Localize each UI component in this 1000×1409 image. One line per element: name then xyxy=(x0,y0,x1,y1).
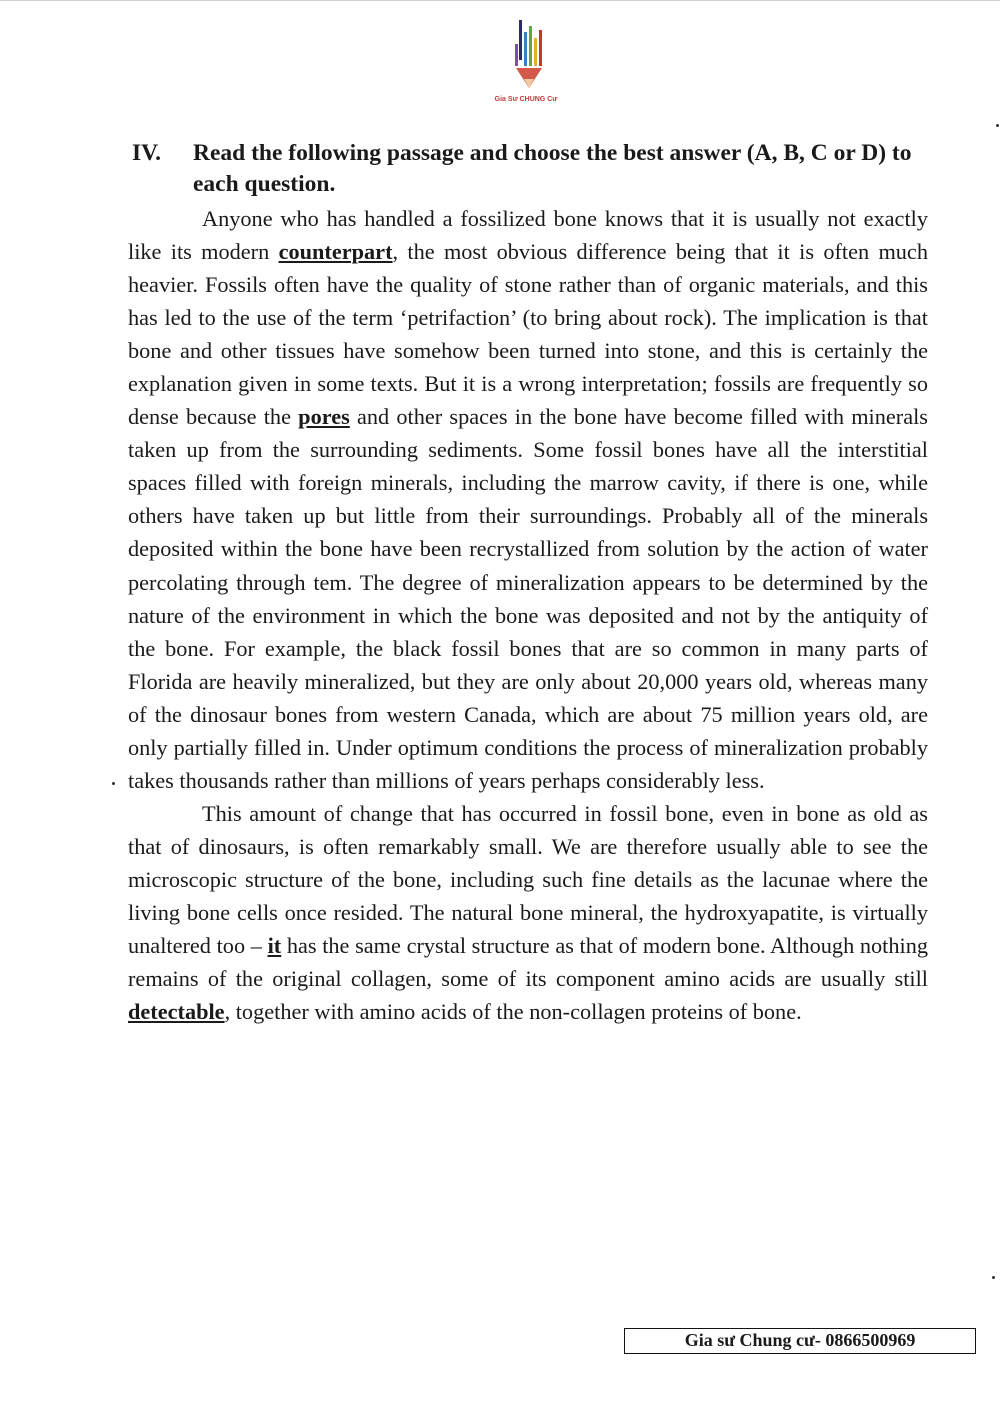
p1-text-b: , the most obvious difference being that it is often much heavier. Fossils often have the quality of stone rather than of organic materials, and this has led to the use of the term ‘petrifaction’ (to bring about rock). The implication is that bone and other tissues have somehow been turned into stone, and this is certainly the explanation given in some texts. But it is a wrong interpretation; fossils are frequently so dense because the xyxy=(128,239,928,430)
section-instruction: Read the following passage and choose the best answer (A, B, C or D) to each question. xyxy=(193,140,912,197)
reading-passage xyxy=(128,202,928,1028)
scan-speck xyxy=(112,782,115,785)
passage-paragraph-1 xyxy=(128,202,928,797)
keyword-detectable: detectable xyxy=(128,999,225,1025)
p2-text-c: , together with amino acids of the non-collagen proteins of bone. xyxy=(224,999,802,1025)
page-top-border xyxy=(0,0,1000,1)
pencil-bars-logo-icon xyxy=(490,16,570,108)
keyword-counterpart: counterpart xyxy=(278,239,393,265)
keyword-pores: pores xyxy=(298,404,350,430)
p2-text-a: This amount of change that has occurred in fossil bone, even in bone as old as that of dinosaurs, is often remarkably small. We are therefore usually able to see the microscopic structure of the bone, including such fine details as the lacunae where the living bone cells once resided. The natural bone mineral, the hydroxyapatite, is virtually unaltered too – xyxy=(128,800,928,959)
passage-paragraph-2 xyxy=(128,797,928,1028)
scan-speck xyxy=(992,1276,995,1279)
p1-text-a: Anyone who has handled a fossilized bone knows that it is usually not exactly like its modern xyxy=(128,206,928,265)
keyword-it: it xyxy=(267,933,282,959)
logo-caption: Gia Sư CHUNG Cư xyxy=(494,96,558,103)
footer-contact: Gia sư Chung cư- 0866500969 xyxy=(624,1328,976,1354)
scan-speck xyxy=(996,124,999,127)
p2-text-b: has the same crystal structure as that of modern bone. Although nothing remains of the original collagen, some of its component amino acids are usually still xyxy=(128,933,928,992)
section-number: IV. xyxy=(132,140,161,166)
p1-text-c: and other spaces in the bone have become filled with minerals taken up from the surrounding sediments. Some fossil bones have all the interstitial spaces filled with foreign minerals, including the marrow cavity, if there is one, while others have taken up but little from their surroundings. Probably all of the minerals deposited within the bone have been recrystallized from solution by the action of water percolating through tem. The degree of mineralization appears to be determined by the nature of the environment in which the bone was deposited and not by the antiquity of the bone. For example, the black fossil bones that are so common in many parts of Florida are heavily mineralized, but they are only about 20,000 years old, whereas many of the dinosaur bones from western Canada, which are about 75 million years old, are only partially filled in. Under optimum conditions the process of mineralization probably takes thousands rather than millions of years perhaps considerably less. xyxy=(128,404,928,793)
